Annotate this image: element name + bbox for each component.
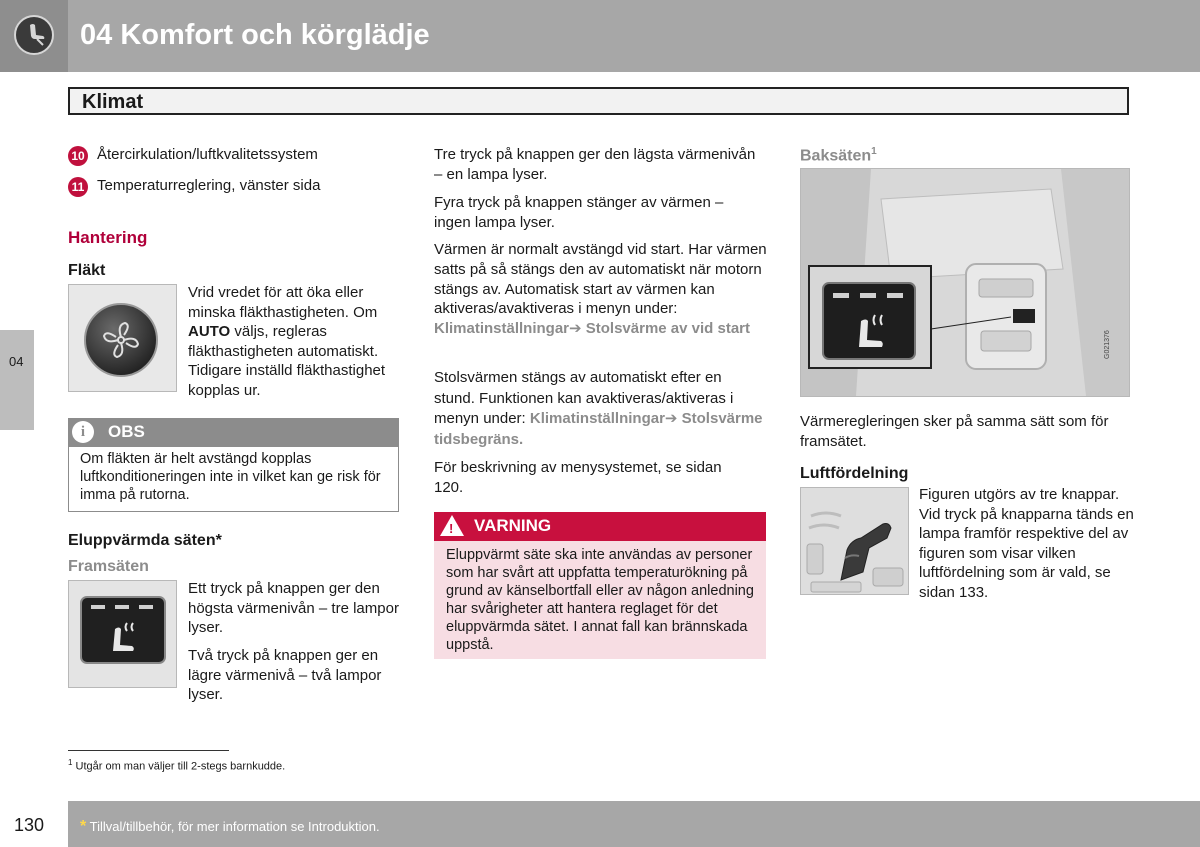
footer-star: *: [80, 818, 87, 835]
item-text: Temperaturreglering, vänster sida: [97, 177, 321, 194]
footer-note: * Tillval/tillbehör, för mer information se Introduktion.: [80, 818, 380, 835]
col2-p5: För beskrivning av menysystemet, se sidan 120.: [434, 459, 722, 496]
col2-p1: Tre tryck på knappen ger den lägsta värmenivån – en lampa lyser.: [434, 146, 756, 183]
item-text: Återcirkulation/luftkvalitetssystem: [97, 146, 318, 163]
col2-p4: Stolsvärmen stängs av automatiskt efter en stund. Funktionen kan avaktiveras/aktiveras i menyn under: Klimatinställningar➔ Stolsvärme tidsbegräns.: [434, 369, 763, 448]
menu-path-start: Klimatinställningar➔ Stolsvärme av vid start: [434, 320, 751, 338]
page-number: 130: [14, 815, 45, 835]
menu-path-timer: Klimatinställningar➔ Stolsvärme tidsbegräns.: [434, 410, 763, 448]
col3-p1: Värmeregleringen sker på samma sätt som för framsätet.: [800, 413, 1109, 450]
fan-knob-image: [68, 284, 177, 392]
chapter-title: 04 Komfort och körglädje: [80, 19, 430, 51]
section-heading-box: [68, 87, 1129, 115]
baksaten-heading: Baksäten$^1$: [800, 146, 877, 165]
air-distribution-buttons-image: [800, 487, 909, 595]
seat-icon: [14, 15, 54, 55]
warning-title: VARNING: [474, 516, 552, 535]
info-icon: i: [72, 421, 94, 443]
front-seat-heat-button-image: [68, 580, 177, 688]
warning-exclamation: !: [449, 521, 454, 536]
luftfordelning-heading: Luftfördelning: [800, 465, 909, 482]
flakt-heading: Fläkt: [68, 262, 106, 279]
framsaten-heading: Framsäten: [68, 558, 149, 575]
eluppvarmda-heading: Eluppvärmda säten*: [68, 532, 222, 549]
warning-text: Eluppvärmt säte ska inte användas av personer som har svårt att uppfatta temperaturökning på grund av känselbortfall eller av någon anledning har svårigheter att hantera reglaget för det eluppvärmda sätet. I annat fall kan brännskada uppstå.: [446, 547, 754, 653]
item-number-badge: 10: [68, 146, 88, 166]
luftfordelning-text: Figuren utgörs av tre knappar. Vid tryck på knapparna tänds en lampa framför respektive del av figuren som visar vilken luftfördelning som är vald, se sidan 133.: [919, 486, 1134, 601]
footnote-rule: [68, 750, 229, 751]
chapter-side-tab: [0, 330, 34, 430]
section-title: Klimat: [82, 91, 144, 113]
col2-p3: Värmen är normalt avstängd vid start. Har värmen satts på så stängs den av automatiskt när motorn stängs av. Automatisk start av värmen kan aktiveras/avaktiveras i menyn under: Klimatinställningar➔ Stolsvärme av vid start: [434, 241, 767, 338]
footnote: $^1$ Utgår om man väljer till 2-stegs barnkudde.: [68, 758, 286, 773]
flakt-text: Vrid vredet för att öka eller minska fläkthastigheten. Om AUTO väljs, regleras fläkthastigheten automatiskt. Tidigare inställd fläkthastighet kopplas ur.: [188, 284, 386, 399]
hantering-heading: Hantering: [68, 228, 148, 247]
framsaten-p2: Två tryck på knappen ger en lägre värmenivå – två lampor lyser.: [188, 647, 382, 704]
item-number-badge: 11: [68, 177, 88, 197]
obs-text: Om fläkten är helt avstängd kopplas luftkonditioneringen inte in vilket kan ge risk för imma på rutorna.: [80, 451, 381, 503]
side-tab-label: 04: [9, 354, 24, 369]
obs-title: OBS: [108, 422, 145, 441]
image-code: G021376: [1104, 330, 1111, 359]
rear-seat-console-image: [800, 168, 1130, 397]
framsaten-p1: Ett tryck på knappen ger den högsta värmenivån – tre lampor lyser.: [188, 580, 399, 637]
col2-p2: Fyra tryck på knappen stänger av värmen – ingen lampa lyser.: [434, 194, 724, 231]
